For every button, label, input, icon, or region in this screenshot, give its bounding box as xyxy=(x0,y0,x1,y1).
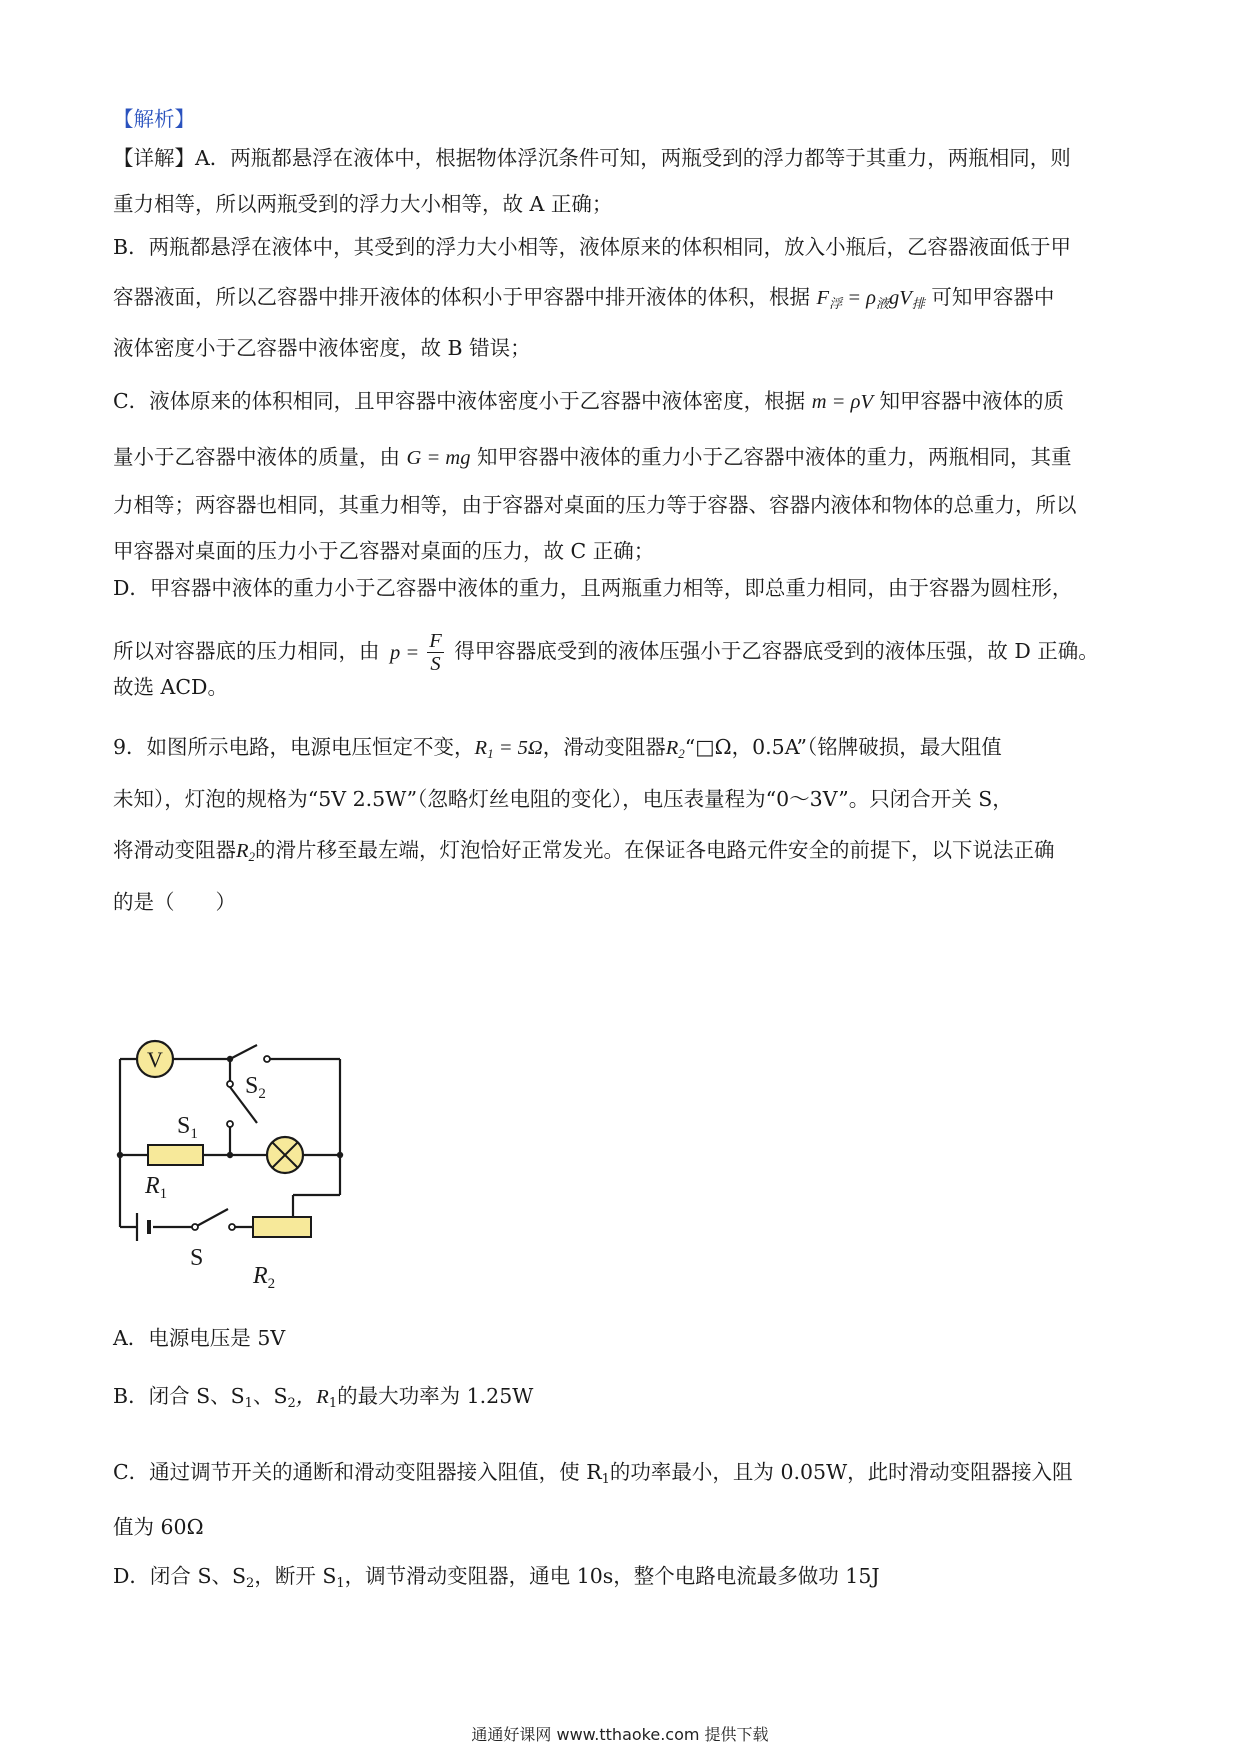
question-line1: 9．如图所示电路，电源电压恒定不变，$R_1 = 5\Omega$，滑动变阻器$R_2“□\Omega$，0.5A”（铭牌破损，最大阻值 xyxy=(113,735,1002,761)
detail-a: 【详解】A．两瓶都悬浮在液体中，根据物体浮沉条件可知，两瓶受到的浮力都等于其重力，两瓶相同，则 重力相等，所以两瓶受到的浮力大小相等，故 A 正确； xyxy=(113,146,1071,216)
analysis-heading: 【解析】 xyxy=(113,107,195,131)
footer-source: 通通好课网 www.tthaoke.com 提供下载 xyxy=(471,1725,769,1744)
option-b: B．闭合 S、$S_1$、$S_2$，$R_1$的最大功率为 1.25W xyxy=(113,1384,534,1411)
option-c: C．通过调节开关的通断和滑动变阻器接入阻值，使 $R_1$的功率最小，且为 0.05W，此时滑动变阻器接入阻 值为 60Ω xyxy=(113,1460,1073,1539)
junction-dot xyxy=(227,1056,233,1062)
answer-line: 故选 ACD。 xyxy=(113,675,228,699)
detail-c-line1: C．液体原来的体积相同，且甲容器中液体密度小于乙容器中液体密度，根据 m = ρV 知甲容器中液体的质 xyxy=(113,389,1064,413)
voltmeter-label: V xyxy=(147,1047,163,1072)
detail-b-line2: 容器液面，所以乙容器中排开液体的体积小于甲容器中排开液体的体积，根据 $F_浮 = \rho_液gV_排$ 可知甲容器中 xyxy=(113,285,1055,311)
switch-s2-blade xyxy=(230,1045,257,1059)
pressure-formula: p = xyxy=(390,641,420,664)
detail-d-line1: D．甲容器中液体的重力小于乙容器中液体的重力，且两瓶重力相等，即总重力相同，由于容器为圆柱形， xyxy=(113,576,1073,600)
switch-s-contact xyxy=(192,1224,198,1230)
switch-s1-contact xyxy=(227,1121,233,1127)
resistor-r2 xyxy=(253,1217,311,1237)
s1-label: $S_1$ xyxy=(177,1113,198,1142)
switch-s-blade xyxy=(195,1209,228,1227)
switch-s1-contact xyxy=(227,1081,233,1087)
question-line3: 将滑动变阻器$R_2$的滑片移至最左端，灯泡恰好正常发光。在保证各电路元件安全的前提下，以下说法正确 xyxy=(113,838,1055,864)
switch-s2-contact xyxy=(264,1056,270,1062)
option-a: A．电源电压是 5V xyxy=(113,1326,286,1350)
s2-label: $S_2$ xyxy=(245,1073,266,1102)
junction-dot xyxy=(117,1152,123,1158)
resistor-r1 xyxy=(148,1145,203,1165)
s-label: S xyxy=(190,1245,204,1271)
junction-dot xyxy=(227,1152,233,1158)
pressure-fraction: $\frac{F}{S}$ xyxy=(429,630,442,675)
option-d: D．闭合 S、$S_2$，断开 $S_1$，调节滑动变阻器，通电 10s，整个电路电流最多做功 15J xyxy=(113,1564,880,1591)
question-9: 9．如图所示电路，电源电压恒定不变，$R_1 = 5\Omega$，滑动变阻器$R_2“□\Omega$，0.5A”（铭牌破损，最大阻值 未知），灯泡的规格为“5V 2.5W”（忽略灯丝电阻的变化），电压表量程为“0～3V”。只闭合开关 S， 将滑动变阻器$R_2$的滑片移至最左端，灯泡恰好正常发光。在保证各电路元件安全的前提下，以下说法正确 的是（ ） xyxy=(113,722,1133,928)
gravity-formula: G = mg xyxy=(406,447,471,469)
circuit-diagram xyxy=(105,1035,365,1310)
r1-label: $R_1$ xyxy=(145,1173,168,1202)
buoyancy-formula: $F_浮 = \rho_液gV_排$ xyxy=(816,287,925,311)
detail-c xyxy=(113,374,1133,486)
detail-d-line2: 所以对容器底的压力相同，由 p = $\frac{F}{S}$ 得甲容器底受到的液体压强小于乙容器底受到的液体压强，故 D 正确。 xyxy=(113,630,1099,675)
detail-b: B．两瓶都悬浮在液体中，其受到的浮力大小相等，液体原来的体积相同，放入小瓶后，乙容器液面低于甲 容器液面，所以乙容器中排开液体的体积小于甲容器中排开液体的体积，根据 $F_浮 = \rho_液gV_排$ 可知甲容器中 液体密度小于乙容器中液体密度，故 B 错误； xyxy=(113,222,1133,373)
r1-value: $R_1 = 5\Omega$ xyxy=(474,737,543,761)
junction-dot xyxy=(337,1152,343,1158)
detail-c-rest: 力相等；两容器也相同，其重力相等，由于容器对桌面的压力等于容器、容器内液体和物体的总重力，所以 甲容器对桌面的压力小于乙容器对桌面的压力，故 C 正确； xyxy=(113,493,1077,563)
r2-label: $R_2$ xyxy=(253,1263,276,1292)
switch-s-contact xyxy=(229,1224,235,1230)
mass-formula: m = ρV xyxy=(811,391,873,413)
detail-c-line2: 量小于乙容器中液体的质量，由 G = mg 知甲容器中液体的重力小于乙容器中液体的重力，两瓶相同，其重 xyxy=(113,445,1072,469)
